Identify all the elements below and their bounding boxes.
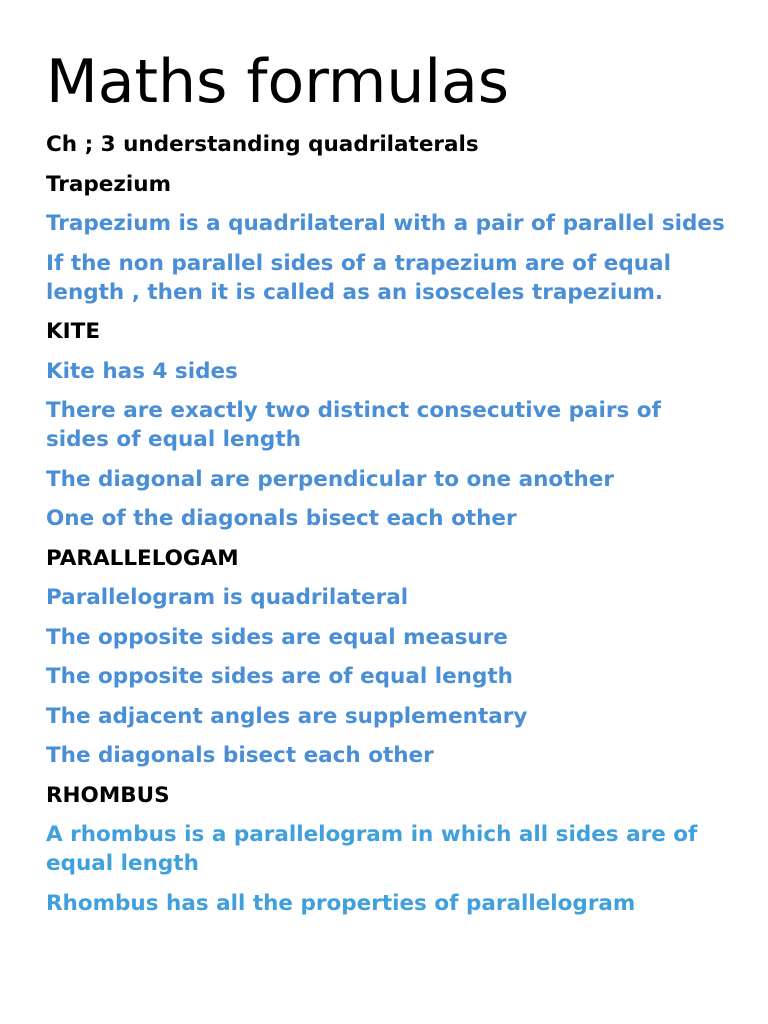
section-point: Kite has 4 sides (46, 358, 238, 384)
document-page (46, 44, 726, 928)
section-point: The opposite sides are of equal length (46, 664, 513, 689)
section-point: Rhombus has all the properties of parallelogram (46, 890, 636, 916)
section-point: The diagonal are perpendicular to one another (46, 466, 614, 492)
section-heading: PARALLELOGAM (46, 545, 239, 571)
section-kite (46, 317, 726, 533)
page-title: Maths formulas (46, 47, 510, 117)
section-point: The opposite sides are equal measure (46, 624, 508, 650)
section-parallelogram (46, 544, 726, 771)
section-trapezium (46, 170, 726, 307)
section-point: If the non parallel sides of a trapezium are of equal length , then it is called as an isosceles trapezium. (46, 250, 671, 305)
section-point: The diagonals bisect each other (46, 743, 434, 768)
section-rhombus (46, 781, 726, 918)
section-point: There are exactly two distinct consecutive pairs of sides of equal length (46, 398, 661, 452)
section-heading: KITE (46, 319, 101, 344)
section-heading: Trapezium (46, 171, 171, 197)
section-point: Trapezium is a quadrilateral with a pair of parallel sides (46, 211, 725, 236)
section-point: Parallelogram is quadrilateral (46, 585, 409, 610)
section-heading: RHOMBUS (46, 782, 170, 808)
section-point: The adjacent angles are supplementary (46, 703, 528, 729)
chapter-heading: Ch ; 3 understanding quadrilaterals (46, 132, 479, 157)
section-point: One of the diagonals bisect each other (46, 506, 517, 531)
section-point: A rhombus is a parallelogram in which all sides are of equal length (46, 822, 698, 876)
